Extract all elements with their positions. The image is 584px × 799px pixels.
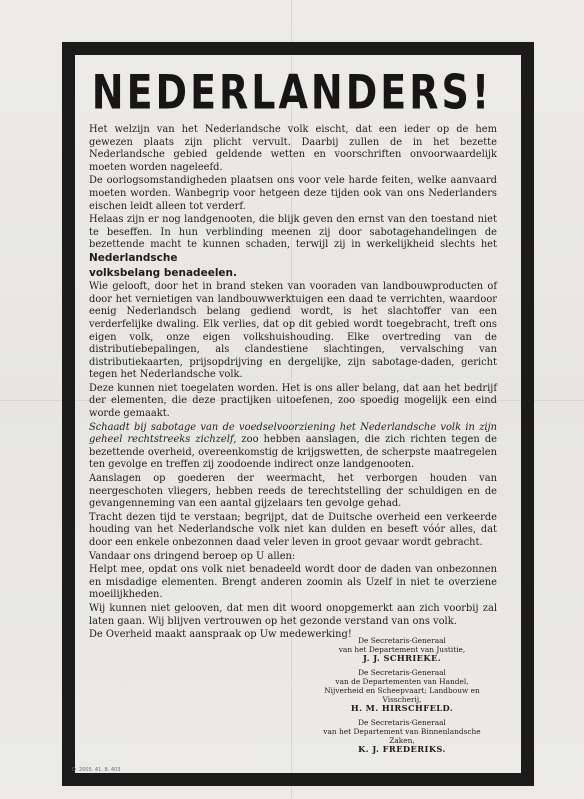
- paragraph-help: Helpt mee, opdat ons volk niet benadeeld wordt door de daden van onbezonnen en misdadige elementen. Brengt anderen zoomin als Uzelf in niet te overziene moeilijkheden.: [89, 564, 497, 601]
- paragraph-attacks-text: zoo hebben aanslagen, die zich richten tegen de bezettende overheid, overeenkomstig de krijgswetten, de scherpste maatregelen ten gevolge en treffen zij zoodoende indirect onze landgenooten.: [89, 434, 497, 471]
- poster-body: [89, 124, 497, 643]
- signature-role: De Secretaris-Generaal: [358, 717, 446, 727]
- highlight-word: Nederlandsche: [89, 251, 178, 264]
- paragraph-attacks-italic: Schaadt bij sabotage van de voedselvoorziening het Nederlandsche volk in zijn geheel rechtstreeks zichzelf,: [89, 421, 497, 446]
- paragraph-wehrmacht: Aanslagen op goederen der weermacht, het verborgen houden van neergeschoten vliegers, hebben reeds de terechtstelling der schuldigen en de gevangenneming van een aantal gijzelaars ten gevolge gehad.: [89, 473, 497, 510]
- paragraph-intro: Het welzijn van het Nederlandsche volk eischt, dat een ieder op de hem gewezen plaats zijn plicht vervult. Daarbij zullen de in het bezette Nederlandsche gebied geldende wetten en voorschriften onvoorwaardelijk moeten worden nageleefd.: [89, 124, 497, 173]
- paragraph-compatriots: [89, 214, 497, 265]
- printer-mark: D. 2005. 41. 8. 403: [72, 767, 121, 773]
- poster-title: NEDERLANDERS!: [91, 64, 493, 120]
- paragraph-circumstances: De oorlogsomstandigheden plaatsen ons voor vele harde feiten, welke aanvaard moeten worden. Wanbegrip voor hetgeen deze tijden ook van ons Nederlanders eischen leidt alleen tot verderf.: [89, 175, 497, 212]
- signature-interior: [318, 718, 486, 755]
- signature-role: De Secretaris-Generaal: [358, 667, 446, 677]
- paragraph-compatriots-end: [89, 267, 497, 281]
- paragraph-trust: Wij kunnen niet gelooven, dat men dit woord onopgemerkt aan zich voorbij zal laten gaan. Wij blijven vertrouwen op het gezonde verstand van ons volk.: [89, 602, 497, 627]
- signature-justice: [318, 636, 486, 664]
- signature-name: J. J. SCHRIEKE.: [362, 653, 442, 664]
- paragraph-attacks: [89, 422, 497, 472]
- signature-department: van het Departement van Justitie,: [338, 645, 466, 655]
- signature-trade: [318, 668, 486, 714]
- signature-role: De Secretaris-Generaal: [358, 636, 446, 645]
- signature-department: van de Departementen van Handel, Nijverheid en Scheepvaart; Landbouw en Visscherij,: [324, 676, 480, 705]
- signature-block: [318, 636, 486, 758]
- paragraph-understand: Tracht dezen tijd te verstaan; begrijpt, dat de Duitsche overheid een verkeerde houding van het Nederlandsche volk niet kan dulden en beseft vóór alles, dat door een enkele onbezonnen daad veler leven in groot gevaar wordt gebracht.: [89, 511, 497, 548]
- signature-department: van het Departement van Binnenlandsche Zaken,: [323, 726, 481, 746]
- signature-name: H. M. HIRSCHFELD.: [350, 703, 454, 714]
- signature-name: K. J. FREDERIKS.: [358, 744, 446, 755]
- paragraph-compatriots-text: Helaas zijn er nog landgenooten, die blijk geven den ernst van den toestand niet te beseffen. In hun verblinding meenen zij door sabotagehandelingen de bezettende macht te kunnen schaden, terwijl zij in werkelijkheid slechts het: [89, 214, 497, 251]
- paragraph-appeal: Vandaar ons dringend beroep op U allen:: [89, 550, 296, 562]
- paragraph-cooperation: De Overheid maakt aanspraak op Uw medewerking!: [89, 629, 352, 641]
- paragraph-not-allowed: Deze kunnen niet toegelaten worden. Het is ons aller belang, dat aan het bedrijf der elementen, die deze practijken uitoefenen, zoo spoedig mogelijk een eind worde gemaakt.: [89, 382, 497, 420]
- paragraph-compatriots-end-text: volksbelang benadeelen.: [89, 266, 237, 279]
- paragraph-sabotage: Wie gelooft, door het in brand steken van vooraden van landbouwproducten of door het vernietigen van landbouwwerktuigen een daad te verrichten, waardoor eenig Nederlandsch belang gediend wordt, is het slachtoffer van een verderfelijke dwaling. Elk verlies, dat op dit gebied wordt toegebracht, treft ons eigen volk, onze eigen volkshuishouding. Elke overtreding van de distributiebepalingen, als clandestiene slachtingen, vervalsching van distributiekaarten, prijsopdrijving en dergelijke, zijn sabotage-daden, gericht tegen het Nederlandsche volk.: [89, 281, 497, 381]
